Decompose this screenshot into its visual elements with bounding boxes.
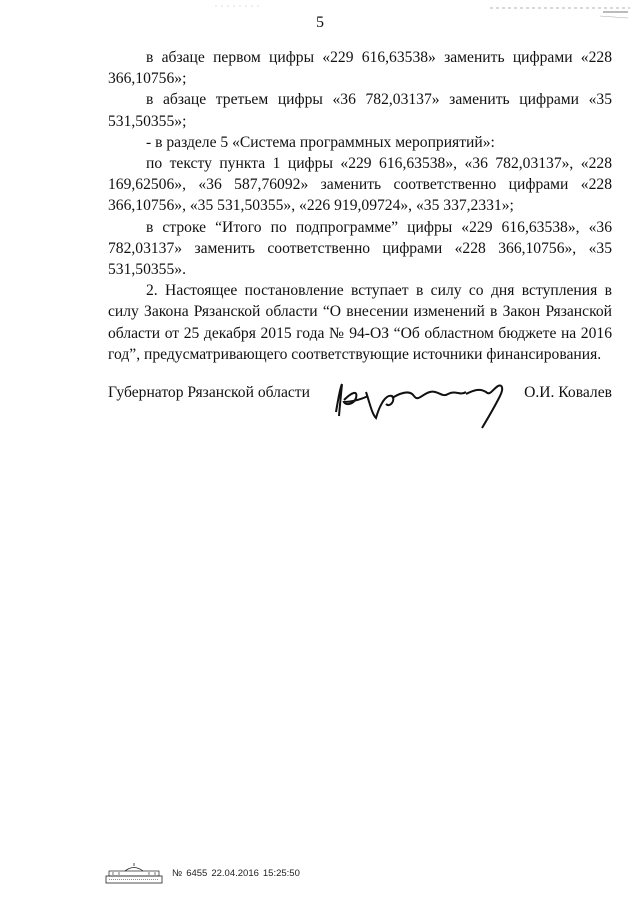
paragraph: 2. Настоящее постановление вступает в силу со дня вступления в силу Закона Рязанской области “О внесении изменений в Закон Рязанской области от 25 декабря 2015 года № 94-ОЗ “Об областном бюджете на 2016 год”, предусматривающего соответствующие источники финансирования.: [108, 282, 612, 363]
signatory-name: О.И. Ковалев: [524, 384, 612, 401]
signatory-position: Губернатор Рязанской области: [108, 384, 310, 401]
document-number: 6455: [186, 868, 208, 879]
registration-date: 22.04.2016: [211, 868, 259, 879]
number-marker: №: [172, 868, 183, 879]
signature-block: [108, 380, 612, 440]
document-body: [108, 47, 612, 365]
registration-info: [172, 868, 304, 879]
handwritten-signature: [330, 374, 520, 434]
building-stamp-icon: [105, 862, 163, 884]
paragraph: по тексту пункта 1 цифры «229 616,63538», «36 782,03137», «228 169,62506», «36 587,76092» заменить соответственно цифрами «228 366,10756», «35 531,50355», «226 919,09724», «35 337,2331»;: [108, 155, 612, 215]
paragraph: - в разделе 5 «Система программных мероприятий»:: [146, 133, 495, 151]
registration-time: 15:25:50: [262, 868, 300, 879]
paragraph: в абзаце третьем цифры «36 782,03137» заменить цифрами «35 531,50355»;: [108, 91, 612, 130]
page-number: 5: [316, 14, 324, 31]
paragraph: в абзаце первом цифры «229 616,63538» заменить цифрами «228 366,10756»;: [108, 49, 612, 88]
paragraph: в строке “Итого по подпрограмме” цифры «229 616,63538», «36 782,03137» заменить соответственно цифрами «228 366,10756», «35 531,50355».: [108, 218, 612, 279]
registration-footer: [105, 862, 405, 886]
